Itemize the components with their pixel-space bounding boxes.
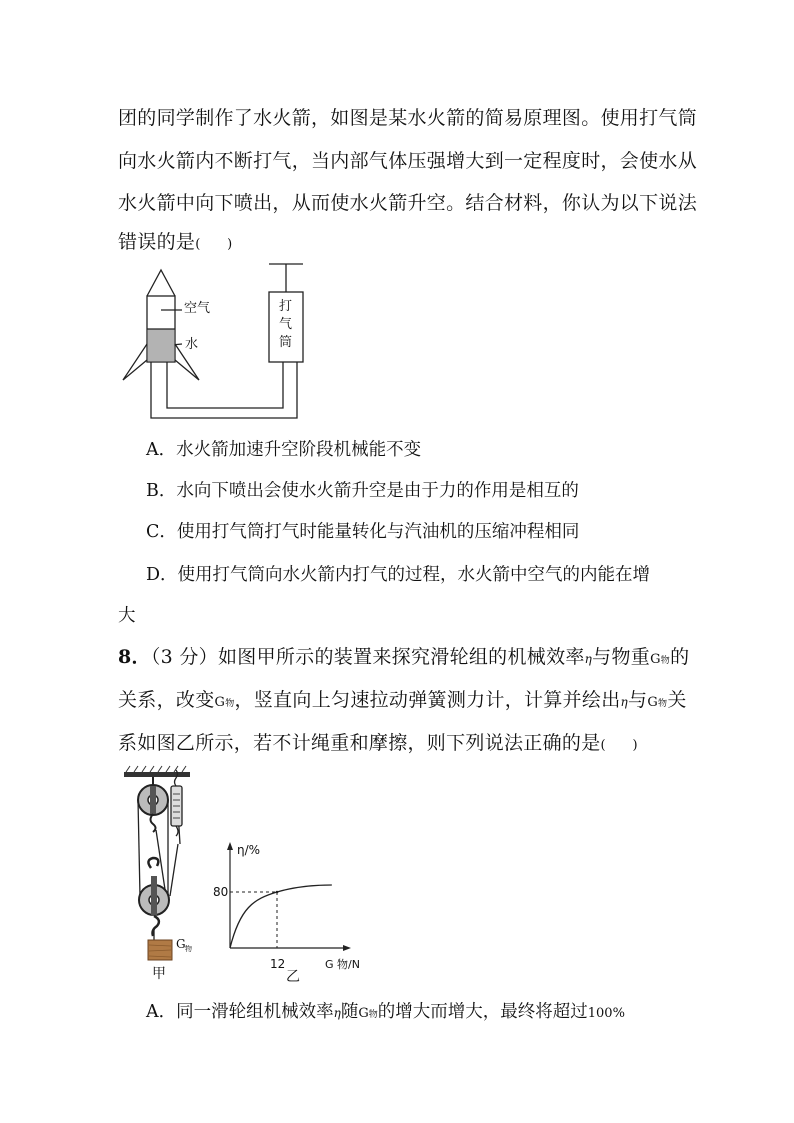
q8-text: ，竖直向上匀速拉动弹簧测力计，计算并绘出	[234, 689, 621, 711]
g-subscript: 物	[225, 699, 235, 709]
eta-symbol: η	[333, 1006, 341, 1020]
q8-text: 的	[670, 646, 690, 668]
option-text: 水向下喷出会使水火箭升空是由于力的作用是相互的	[176, 481, 579, 501]
option-letter: C．	[146, 522, 177, 542]
water-label: 水	[185, 337, 199, 352]
g-symbol: G	[647, 695, 659, 710]
pump-label-2: 气	[279, 317, 293, 332]
g-symbol: G	[650, 652, 661, 667]
x-axis-label: G 物/N	[325, 958, 360, 971]
q8-stem-line-3	[118, 731, 638, 758]
rocket-left-fin	[123, 344, 147, 380]
option-letter: B．	[146, 481, 177, 501]
percent-value: 100%	[587, 1006, 625, 1021]
q8-option-a	[146, 1000, 625, 1027]
q7-option-d-wrap: 大	[118, 606, 136, 626]
pump-label-3: 筒	[279, 335, 293, 350]
eta-symbol: η	[584, 652, 593, 666]
option-text: 使用打气筒向水火箭内打气的过程，水火箭中空气的内能在增	[177, 565, 651, 585]
ceiling	[124, 772, 190, 777]
q8-text: 系如图乙所示，若不计绳重和摩擦，则下列说法正确的是	[118, 732, 601, 754]
q8-text: 关系，改变	[118, 689, 215, 711]
weight-label: G	[176, 937, 186, 951]
g-symbol: G	[358, 1006, 369, 1021]
efficiency-chart	[205, 838, 380, 988]
option-text: 水火箭加速升空阶段机械能不变	[176, 440, 422, 460]
y-axis-arrow	[227, 842, 233, 850]
q8-answer-blank: ( )	[600, 738, 638, 753]
y-tick-label: 80	[213, 885, 229, 899]
q8-number: 8．	[118, 646, 151, 668]
q7-option-d	[146, 563, 650, 587]
g-symbol: G	[214, 695, 226, 710]
option-letter: A．	[146, 1002, 177, 1022]
eta-symbol: η	[620, 695, 629, 709]
pulley-figure	[118, 764, 208, 984]
g-subscript: 物	[658, 699, 668, 709]
x-tick-label: 12	[270, 957, 286, 971]
connecting-tube-outer	[151, 362, 297, 418]
q8-stem-line-1	[118, 645, 689, 673]
weight-label-sub: 物	[185, 945, 192, 953]
rocket-nose	[147, 270, 175, 296]
x-axis-arrow	[343, 945, 351, 951]
q8-score: （3 分）	[150, 646, 218, 668]
rocket-water	[148, 329, 175, 361]
water-rocket-figure	[118, 258, 318, 428]
q8-text: 关	[667, 689, 687, 711]
g-subscript: 物	[368, 1010, 378, 1020]
q8-text: 如图甲所示的装置来探究滑轮组的机械效率	[217, 646, 585, 668]
connecting-tube-inner	[167, 362, 283, 408]
q7-stem-line-1: 团的同学制作了水火箭，如图是某水火箭的简易原理图。使用打气筒	[118, 107, 698, 129]
q7-option-b	[146, 479, 579, 503]
q8-stem-line-2	[118, 688, 687, 716]
option-text: 随	[340, 1002, 359, 1022]
y-axis-label: η/%	[237, 843, 261, 857]
q7-stem-line-3: 水火箭中向下喷出，从而使水火箭升空。结合材料，你认为以下说法	[118, 192, 698, 214]
q7-answer-blank: ( )	[195, 237, 233, 252]
g-subscript: 物	[660, 656, 671, 666]
q8-text: 与物重	[592, 646, 651, 668]
q7-stem-line-2: 向水火箭内不断打气，当内部气体压强增大到一定程度时，会使水从	[118, 150, 698, 172]
data-point	[276, 891, 279, 894]
q7-stem-text: 错误的是	[118, 231, 196, 253]
efficiency-curve	[230, 885, 332, 948]
option-text: 使用打气筒打气时能量转化与汽油机的压缩冲程相同	[176, 522, 580, 542]
option-letter: D．	[146, 565, 178, 585]
q8-text: 与	[628, 689, 648, 711]
q7-stem-line-4	[118, 230, 233, 257]
option-text: 同一滑轮组机械效率	[176, 1002, 334, 1022]
figure-jia-caption: 甲	[152, 966, 166, 982]
air-label: 空气	[184, 301, 211, 316]
pump-label-1: 打	[279, 299, 293, 314]
figure-yi-caption: 乙	[286, 969, 300, 985]
q7-option-c	[146, 520, 579, 544]
q7-option-a	[146, 438, 421, 462]
option-text: 的增大而增大，最终将超过	[377, 1002, 588, 1022]
option-letter: A．	[146, 440, 177, 460]
